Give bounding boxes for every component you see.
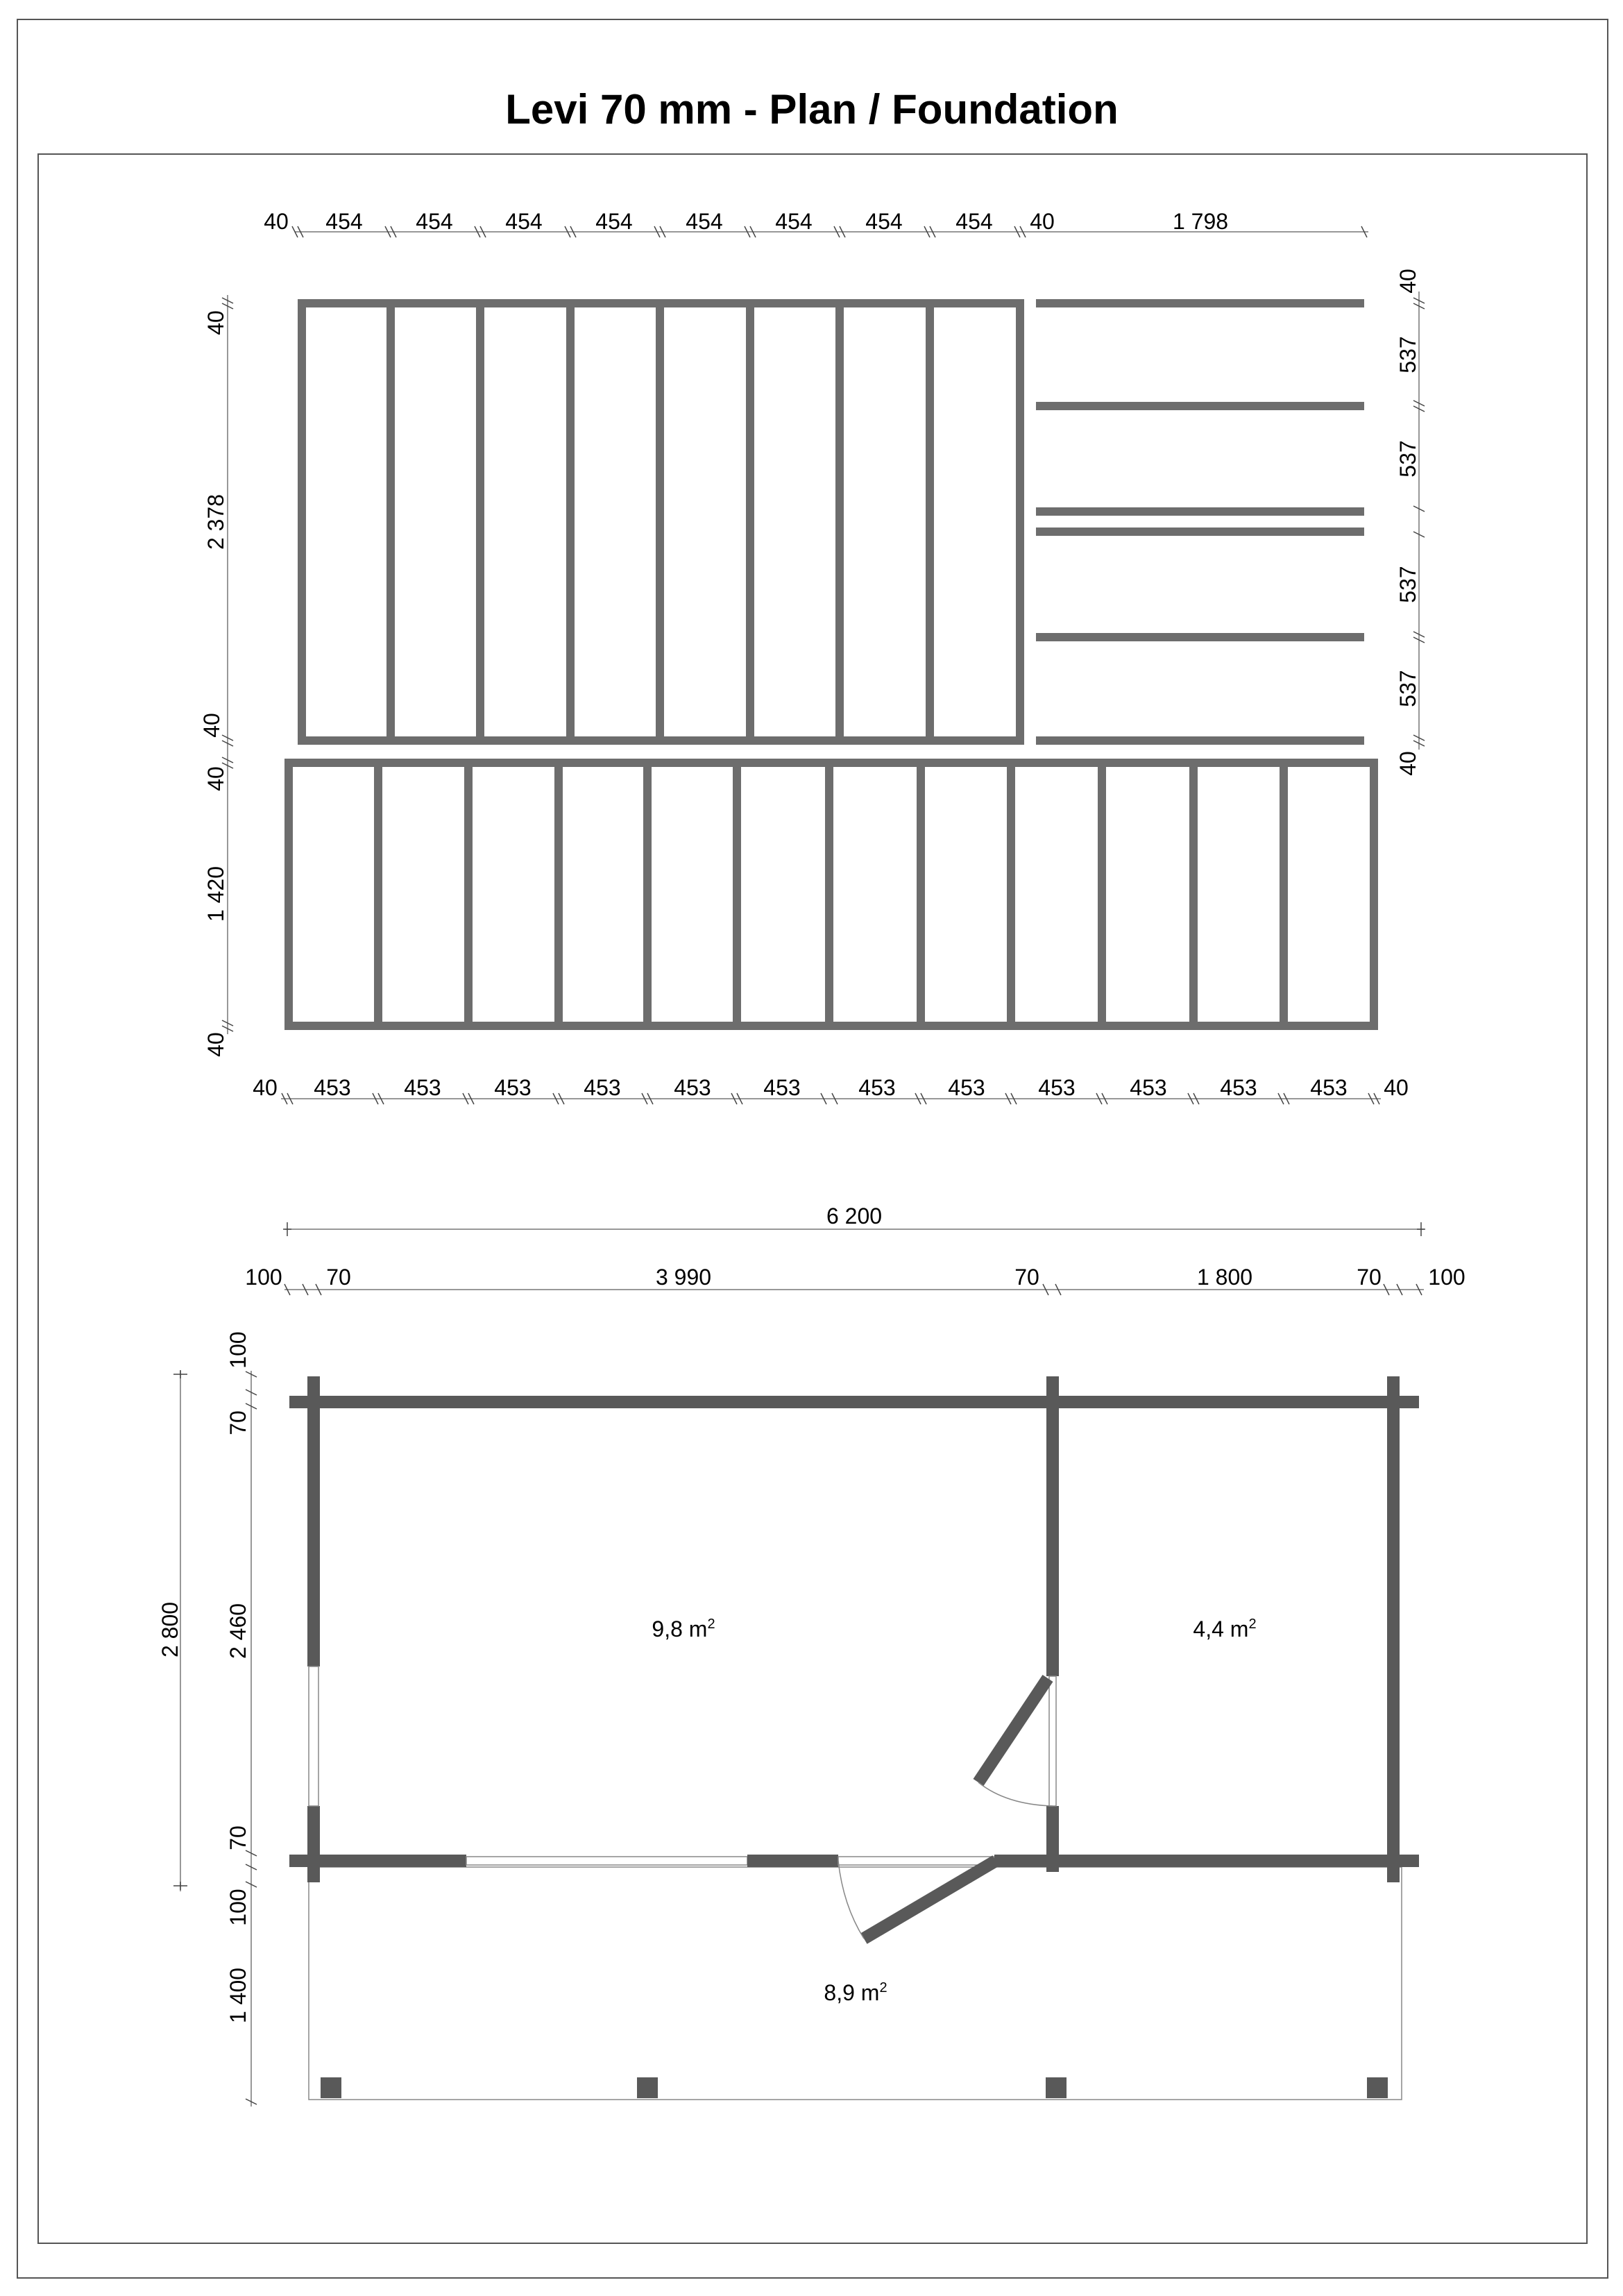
svg-text:453: 453 [858,1075,896,1100]
svg-text:454: 454 [416,209,453,234]
svg-text:454: 454 [505,209,543,234]
bottom-wall-mid [747,1855,838,1867]
svg-text:3 990: 3 990 [655,1265,712,1290]
plan-height-dimensions [226,1331,257,2107]
bottom-wall-right [994,1855,1419,1867]
foundation-plan [199,209,1425,1104]
partition-door-opening [1049,1676,1056,1806]
plan-walls [289,1376,1419,1939]
outer-border [17,19,1608,2278]
svg-text:2 800: 2 800 [158,1601,182,1658]
svg-text:40: 40 [199,713,224,738]
svg-text:454: 454 [686,209,723,234]
front-window [466,1857,747,1865]
porch-post [637,2077,658,2098]
plan-overall-width-dimension [283,1204,1425,1236]
front-door-leaf [864,1861,996,1939]
svg-text:454: 454 [865,209,903,234]
room-area-side: 4,4 $m^2$ [1193,1617,1257,1641]
svg-text:40: 40 [1384,1075,1409,1100]
svg-text:453: 453 [1310,1075,1348,1100]
svg-text:70: 70 [226,1825,250,1850]
svg-text:1 800: 1 800 [1196,1265,1253,1290]
foundation-right-dimensions [1395,269,1425,776]
room-area-porch: 8,9 $m^2$ [824,1980,887,2005]
foundation-left-dimensions [199,295,233,1057]
top-wall [289,1396,1419,1408]
foundation-upper-joists [391,303,930,741]
svg-text:70: 70 [1014,1265,1039,1290]
svg-text:453: 453 [314,1075,351,1100]
svg-text:454: 454 [775,209,813,234]
left-wall-upper [307,1396,320,1666]
svg-text:453: 453 [404,1075,441,1100]
svg-text:453: 453 [1038,1075,1076,1100]
svg-text:453: 453 [1130,1075,1167,1100]
svg-text:40: 40 [253,1075,278,1100]
page-title: Levi 70 mm - Plan / Foundation [505,86,1119,133]
front-door-opening [838,1857,994,1865]
svg-text:40: 40 [1395,751,1420,776]
svg-text:40: 40 [203,766,228,791]
svg-text:453: 453 [674,1075,711,1100]
svg-text:6 200: 6 200 [826,1204,883,1229]
svg-text:1 798: 1 798 [1172,209,1229,234]
svg-text:453: 453 [1220,1075,1257,1100]
svg-text:454: 454 [325,209,363,234]
svg-text:453: 453 [494,1075,532,1100]
svg-text:537: 537 [1395,670,1420,707]
partition-wall-upper [1046,1396,1059,1676]
svg-text:1 420: 1 420 [203,866,228,922]
foundation-bottom-dimensions [253,1075,1409,1104]
porch-post [1046,2077,1067,2098]
foundation-lower-joists [378,763,1284,1026]
svg-text:70: 70 [226,1410,250,1435]
svg-text:40: 40 [264,209,289,234]
porch-post [1367,2077,1388,2098]
svg-text:2 460: 2 460 [226,1603,250,1660]
svg-text:454: 454 [955,209,993,234]
room-area-main: 9,8 $m^2$ [652,1617,715,1641]
svg-text:100: 100 [226,1889,250,1926]
svg-text:453: 453 [948,1075,985,1100]
svg-text:100: 100 [245,1265,282,1290]
svg-text:537: 537 [1395,566,1420,603]
svg-text:453: 453 [584,1075,621,1100]
svg-text:537: 537 [1395,336,1420,373]
svg-text:537: 537 [1395,440,1420,478]
plan-overall-height-dimension [158,1370,187,1891]
porch-post [321,2077,341,2098]
svg-text:1 400: 1 400 [226,1967,250,2024]
svg-text:40: 40 [1030,209,1055,234]
foundation-top-dimensions [264,209,1368,237]
svg-text:40: 40 [1395,269,1420,294]
svg-text:100: 100 [226,1331,250,1369]
svg-text:2 378: 2 378 [203,493,228,550]
bottom-wall-corner-left [307,1855,320,1882]
svg-text:40: 40 [203,310,228,335]
svg-text:70: 70 [1357,1265,1382,1290]
partition-door-leaf [978,1678,1048,1782]
svg-text:100: 100 [1428,1265,1465,1290]
porch-posts [321,2077,1388,2098]
svg-text:40: 40 [203,1032,228,1057]
inner-border [38,154,1587,2243]
left-window [309,1666,318,1806]
foundation-right-joists [1036,303,1364,741]
front-door-swing [838,1861,864,1939]
bottom-wall-corner-right [1387,1855,1400,1882]
plan-width-dimensions [245,1265,1465,1295]
svg-text:454: 454 [595,209,633,234]
floor-plan [158,1204,1465,2107]
right-wall [1387,1396,1400,1882]
svg-text:453: 453 [763,1075,801,1100]
svg-text:70: 70 [326,1265,351,1290]
partition-door-swing [978,1782,1053,1806]
